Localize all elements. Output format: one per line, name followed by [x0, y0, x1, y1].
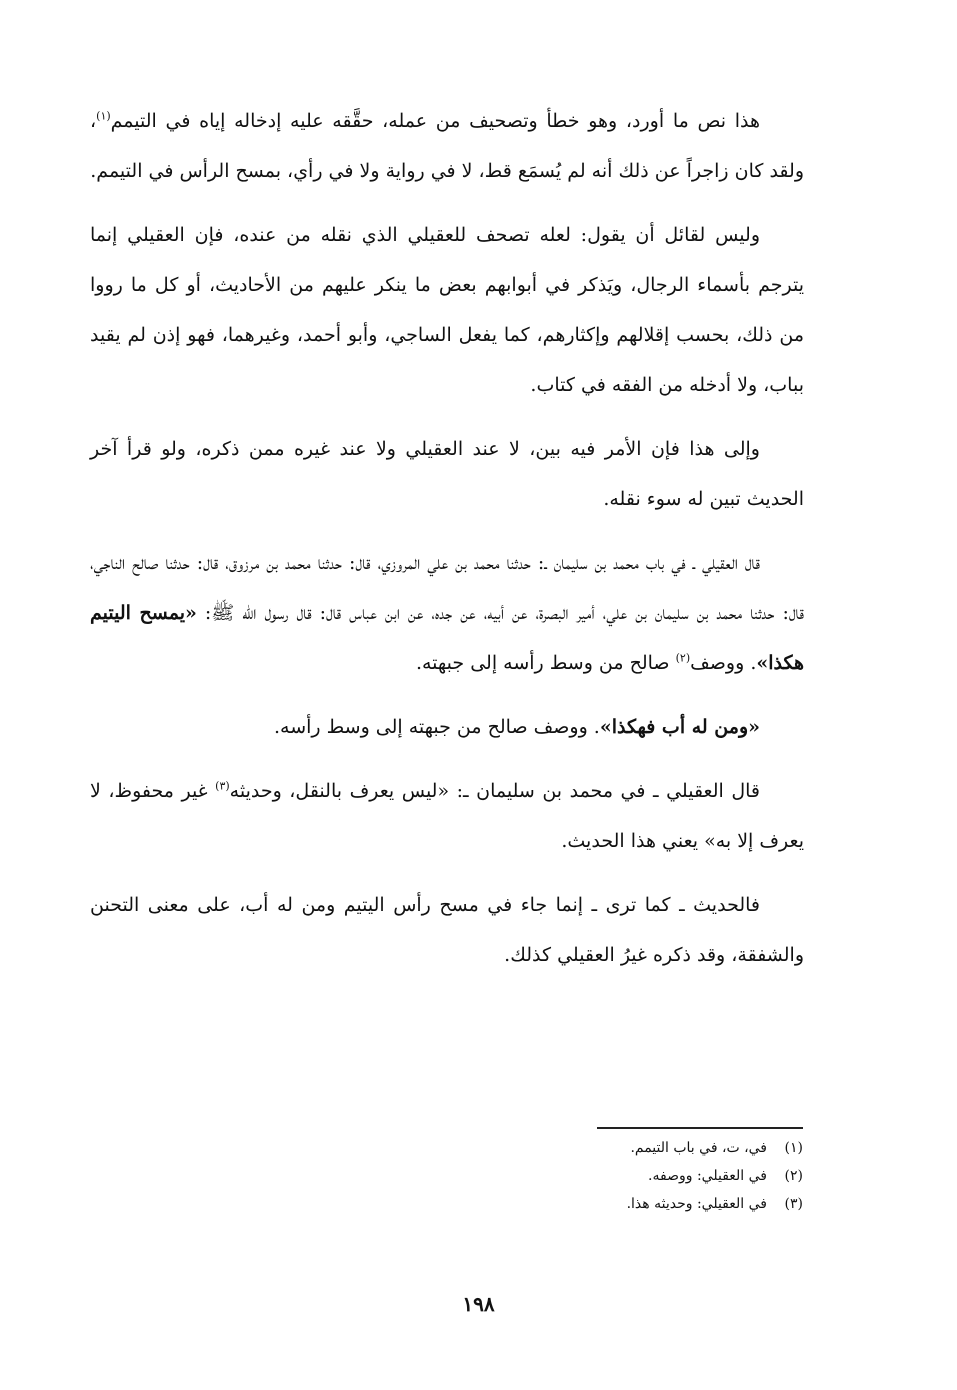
- hadith-quote: «ومن له أب فهكذا»: [599, 716, 760, 738]
- paragraph-text: . ووصف: [690, 652, 757, 674]
- footnotes: [243, 1134, 803, 1218]
- footnote-text: في، ت، في باب التيمم.: [630, 1140, 767, 1156]
- paragraph-5: [90, 702, 804, 752]
- paragraph-7: [90, 880, 804, 980]
- footnote-number: (١): [784, 1140, 803, 1156]
- paragraph-text: هذا نص ما أورد، وهو خطأ وتصحيف من عمله، حقَّقه عليه إدخاله إياه في التيمم: [110, 110, 760, 132]
- paragraph-6: [90, 766, 804, 866]
- paragraph-text: . ووصف صالح من جبهته إلى وسط رأسه.: [273, 716, 600, 738]
- paragraph-text: فالحديث ـ كما ترى ـ إنما جاء في مسح رأس اليتيم ومن له أب، على معنى التحنن والشفقة، وقد ذكره غيرُ العقيلي كذلك.: [90, 894, 804, 966]
- footnote-text: في العقيلي: ووصفه.: [648, 1168, 767, 1184]
- footnote-marker-1: (١): [96, 109, 111, 123]
- paragraph-text: صالح من وسط رأسه إلى جبهته.: [415, 652, 676, 674]
- paragraph-text: قال العقيلي ـ في باب محمد بن سليمان ـ: حدثنا محمد بن علي المروزي، قال: حدثنا محمد بن مرزوق، قال: حدثنا صالح الناجي، قال: حدثنا محمد بن سليمان بن علي، أمير البصرة، عن أبيه، عن جده، عن ابن عباس قال: قال رسول الله ﷺ:: [90, 552, 804, 624]
- paragraph-text: غير محفوظ، لا يعرف إلا به» يعني هذا الحديث.: [90, 780, 804, 852]
- paragraph-text: قال العقيلي ـ في محمد بن سليمان ـ: «ليس يعرف بالنقل، وحديثه: [229, 780, 760, 802]
- footnote-number: (٣): [784, 1196, 803, 1212]
- paragraph-3: [90, 424, 804, 524]
- paragraph-2: [90, 210, 804, 410]
- hadith-quote: «يمسح اليتيم هكذا»: [90, 602, 804, 674]
- footnote-separator: [597, 1127, 803, 1129]
- footnote-marker-3: (٣): [215, 779, 230, 793]
- footnote-number: (٢): [784, 1168, 803, 1184]
- paragraph-text: وليس لقائل أن يقول: لعله تصحف للعقيلي الذي نقله من عنده، فإن العقيلي إنما يترجم بأسماء الرجال، ويَذكر في أبوابهم بعض ما ينكر عليهم من الأحاديث، أو كل ما رووا من ذلك، بحسب إقلالهم وإكثارهم، كما يفعل الساجي، وأبو أحمد، وغيرهما، فهو إذن لم يقيد بباب، ولا أدخله من الفقه في كتاب.: [90, 224, 804, 396]
- footnote-3: [243, 1190, 803, 1218]
- page-number: ١٩٨: [462, 1292, 495, 1316]
- footnote-marker-2: (٢): [675, 651, 691, 665]
- footnote-1: [243, 1134, 803, 1162]
- paragraph-4: [90, 538, 804, 688]
- paragraph-text: وإلى هذا فإن الأمر فيه بين، لا عند العقيلي ولا عند غيره ممن ذكره، ولو قرأ آخر الحديث تبين له سوء نقله.: [90, 438, 804, 510]
- footnote-text: في العقيلي: وحديثه هذا.: [626, 1196, 767, 1212]
- main-text: [90, 96, 804, 994]
- footnote-2: [243, 1162, 803, 1190]
- paragraph-text: ، ولقد كان زاجراً عن ذلك أنه لم يُسمَع قط، لا في رواية ولا في رأي، بمسح الرأس في التيمم.: [90, 110, 804, 182]
- paragraph-1: [90, 96, 804, 196]
